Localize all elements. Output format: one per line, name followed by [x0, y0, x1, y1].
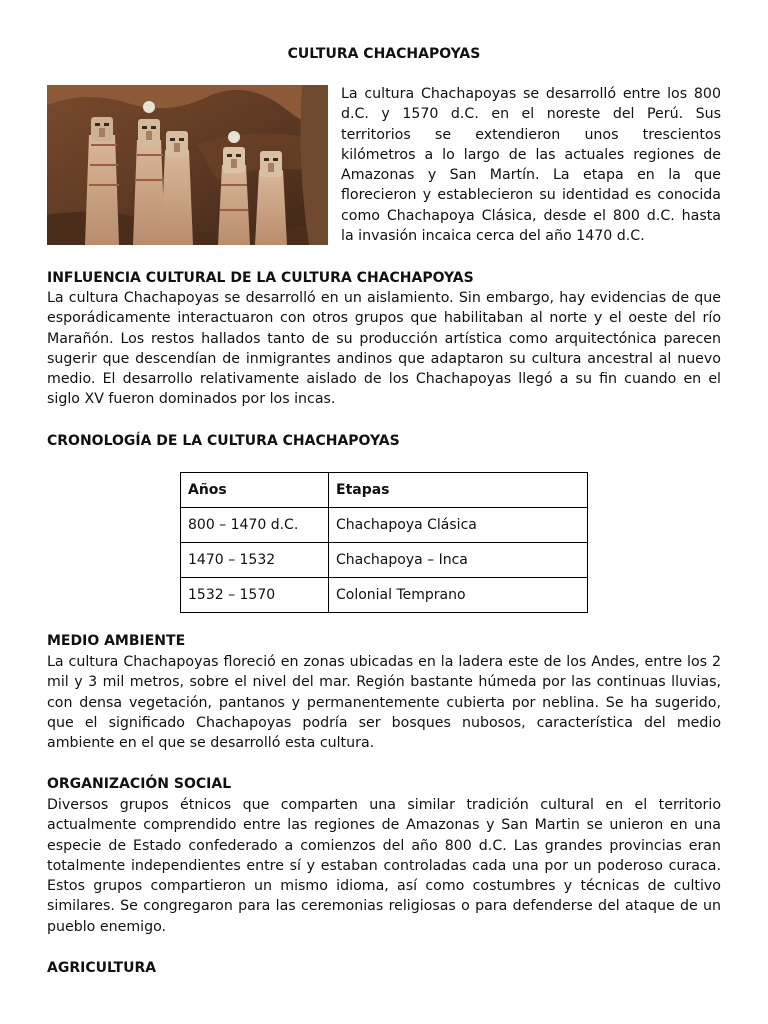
heading-agricultura: AGRICULTURA — [47, 960, 157, 976]
header-etapas: Etapas — [329, 473, 588, 508]
heading-cronologia: CRONOLOGÍA DE LA CULTURA CHACHAPOYAS — [47, 433, 400, 449]
table-cell-stage: Colonial Temprano — [329, 578, 588, 613]
paragraph-influencia: La cultura Chachapoyas se desarrolló en un aislamiento. Sin embargo, hay evidencias de que esporádicamente interactuaron con otros grupos que habilitaban al norte y el oeste del río Marañón. Los restos hallados tanto de su producción artística como arquitectónica parecen sugerir que descendían de inmigrantes andinos que adaptaron su cultura ancestral al nuevo medio. El desarrollo relativamente aislado de los Chachapoyas llegó a su fin cuando en el siglo XV fueron dominados por los incas. — [47, 290, 721, 408]
header-anos: Años — [181, 473, 329, 508]
table-cell-years: 1532 – 1570 — [181, 578, 329, 613]
table-cell-stage: Chachapoya Clásica — [329, 508, 588, 543]
paragraph-organizacion: Diversos grupos étnicos que comparten una similar tradición cultural en el territorio actualmente comprendido entre las regiones de Amazonas y San Martin se unieron en una especie de Estado confederado a comienzos del año 800 d.C. Las grandes provincias eran totalmente independientes entre sí y estaban controladas cada una por un poderoso curaca. Estos grupos compartieron un mismo idioma, así como costumbres y técnicas de cultivo similares. Se congregaron para las ceremonias religiosas o para defenderse del ataque de un pueblo enemigo. — [47, 797, 721, 935]
table-cell-years: 1470 – 1532 — [181, 543, 329, 578]
table-row — [181, 543, 588, 578]
chronology-table — [180, 472, 588, 613]
table-header-row — [181, 473, 588, 508]
sarcophagi-illustration — [47, 85, 328, 245]
heading-influencia: INFLUENCIA CULTURAL DE LA CULTURA CHACHAPOYAS — [47, 270, 474, 286]
page-title: CULTURA CHACHAPOYAS — [287, 46, 481, 62]
table-row — [181, 578, 588, 613]
sarcophagi-photo — [47, 85, 328, 245]
table-cell-years: 800 – 1470 d.C. — [181, 508, 329, 543]
table-row — [181, 508, 588, 543]
heading-medio-ambiente: MEDIO AMBIENTE — [47, 633, 186, 649]
table-cell-stage: Chachapoya – Inca — [329, 543, 588, 578]
intro-paragraph: La cultura Chachapoyas se desarrolló entre los 800 d.C. y 1570 d.C. en el noreste del Perú. Sus territorios se extendieron unos trescientos kilómetros a lo largo de las actuales regiones de Amazonas y San Martín. La etapa en la que florecieron y establecieron su identidad es conocida como Chachapoya Clásica, desde el 800 d.C. hasta la invasión incaica cerca del año 1470 d.C. — [341, 86, 721, 245]
heading-organizacion: ORGANIZACIÓN SOCIAL — [47, 776, 232, 792]
paragraph-medio-ambiente: La cultura Chachapoyas floreció en zonas ubicadas en la ladera este de los Andes, entre los 2 mil y 3 mil metros, sobre el nivel del mar. Región bastante húmeda por las continuas lluvias, con densa vegetación, pantanos y permanentemente cubierta por neblina. Se ha sugerido, que el significado Chachapoyas podría ser bosques nubosos, característica del medio ambiente en el que se desarrolló esta cultura. — [47, 654, 721, 752]
